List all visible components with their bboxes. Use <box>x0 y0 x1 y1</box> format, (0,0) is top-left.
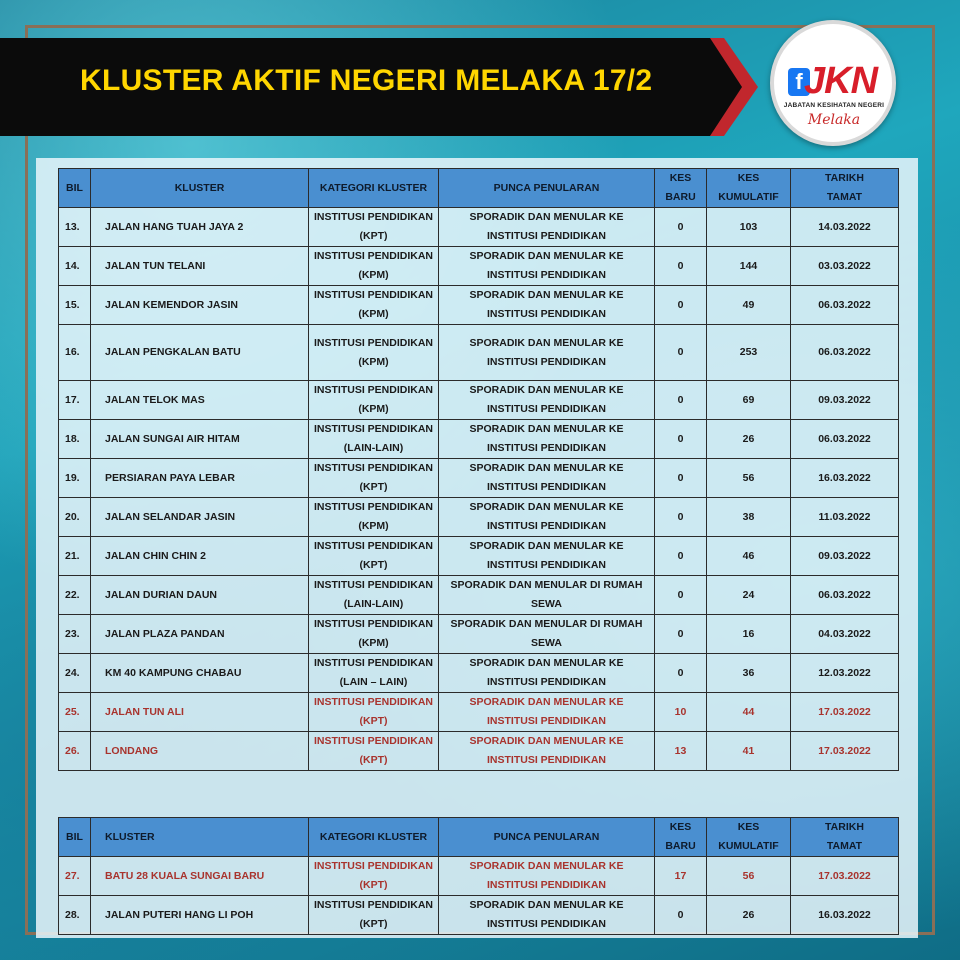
cell-kes-kumulatif: 69 <box>707 381 791 420</box>
cell-bil: 21. <box>59 537 91 576</box>
cell-kes-baru: 13 <box>655 732 707 771</box>
table-header-row <box>59 169 899 208</box>
header-punca: PUNCA PENULARAN <box>439 169 655 208</box>
banner-chevron-icon <box>696 38 766 136</box>
cell-bil: 15. <box>59 286 91 325</box>
cell-bil: 16. <box>59 325 91 381</box>
cell-tarikh-tamat: 06.03.2022 <box>791 576 899 615</box>
cell-kategori: INSTITUSI PENDIDIKAN (KPT) <box>309 693 439 732</box>
facebook-icon: f <box>788 68 810 96</box>
cell-bil: 18. <box>59 420 91 459</box>
cell-kes-kumulatif: 24 <box>707 576 791 615</box>
cell-punca: SPORADIK DAN MENULAR KE INSTITUSI PENDIDIKAN <box>439 286 655 325</box>
cell-kluster: JALAN HANG TUAH JAYA 2 <box>91 208 309 247</box>
table-row <box>59 654 899 693</box>
logo-subtitle: JABATAN KESIHATAN NEGERI <box>783 102 885 109</box>
cell-kes-baru: 0 <box>655 498 707 537</box>
cell-bil: 26. <box>59 732 91 771</box>
page-title: KLUSTER AKTIF NEGERI MELAKA 17/2 <box>80 64 653 97</box>
cell-bil: 14. <box>59 247 91 286</box>
cell-tarikh-tamat: 11.03.2022 <box>791 498 899 537</box>
cell-tarikh-tamat: 17.03.2022 <box>791 857 899 896</box>
table-row <box>59 498 899 537</box>
cell-punca: SPORADIK DAN MENULAR DI RUMAH SEWA <box>439 576 655 615</box>
table-row <box>59 286 899 325</box>
cell-kes-baru: 0 <box>655 208 707 247</box>
cell-kes-baru: 0 <box>655 537 707 576</box>
cell-kes-kumulatif: 16 <box>707 615 791 654</box>
cell-kluster: JALAN TUN TELANI <box>91 247 309 286</box>
header-kluster: KLUSTER <box>91 169 309 208</box>
cell-kes-kumulatif: 41 <box>707 732 791 771</box>
header-tarikh-tamat: TARIKH TAMAT <box>791 818 899 857</box>
cell-punca: SPORADIK DAN MENULAR KE INSTITUSI PENDIDIKAN <box>439 208 655 247</box>
cell-kes-kumulatif: 36 <box>707 654 791 693</box>
cell-kategori: INSTITUSI PENDIDIKAN (KPT) <box>309 857 439 896</box>
table-row <box>59 732 899 771</box>
cell-kluster: JALAN SUNGAI AIR HITAM <box>91 420 309 459</box>
cell-kategori: INSTITUSI PENDIDIKAN (KPM) <box>309 247 439 286</box>
cell-kes-kumulatif: 26 <box>707 896 791 935</box>
cell-punca: SPORADIK DAN MENULAR KE INSTITUSI PENDIDIKAN <box>439 420 655 459</box>
cell-bil: 24. <box>59 654 91 693</box>
header-kes-baru: KES BARU <box>655 169 707 208</box>
cell-bil: 13. <box>59 208 91 247</box>
cell-bil: 25. <box>59 693 91 732</box>
cell-kategori: INSTITUSI PENDIDIKAN (LAIN-LAIN) <box>309 576 439 615</box>
cell-bil: 28. <box>59 896 91 935</box>
cell-tarikh-tamat: 09.03.2022 <box>791 381 899 420</box>
cell-kes-baru: 10 <box>655 693 707 732</box>
cell-kluster: JALAN TUN ALI <box>91 693 309 732</box>
cell-punca: SPORADIK DAN MENULAR KE INSTITUSI PENDIDIKAN <box>439 381 655 420</box>
header-punca: PUNCA PENULARAN <box>439 818 655 857</box>
cell-kes-kumulatif: 46 <box>707 537 791 576</box>
table-row <box>59 857 899 896</box>
cell-kategori: INSTITUSI PENDIDIKAN (KPT) <box>309 732 439 771</box>
cell-bil: 22. <box>59 576 91 615</box>
cell-kluster: JALAN PENGKALAN BATU <box>91 325 309 381</box>
header-tarikh-tamat: TARIKH TAMAT <box>791 169 899 208</box>
header-kluster: KLUSTER <box>91 818 309 857</box>
cell-kategori: INSTITUSI PENDIDIKAN (LAIN-LAIN) <box>309 420 439 459</box>
cell-punca: SPORADIK DAN MENULAR DI RUMAH SEWA <box>439 615 655 654</box>
cell-tarikh-tamat: 06.03.2022 <box>791 420 899 459</box>
cell-kategori: INSTITUSI PENDIDIKAN (KPT) <box>309 459 439 498</box>
cell-kes-baru: 0 <box>655 615 707 654</box>
cell-tarikh-tamat: 17.03.2022 <box>791 732 899 771</box>
cell-kes-kumulatif: 38 <box>707 498 791 537</box>
table-row <box>59 537 899 576</box>
header-kes-baru: KES BARU <box>655 818 707 857</box>
cell-kes-kumulatif: 56 <box>707 459 791 498</box>
cell-punca: SPORADIK DAN MENULAR KE INSTITUSI PENDIDIKAN <box>439 247 655 286</box>
cell-punca: SPORADIK DAN MENULAR KE INSTITUSI PENDIDIKAN <box>439 857 655 896</box>
cell-punca: SPORADIK DAN MENULAR KE INSTITUSI PENDIDIKAN <box>439 654 655 693</box>
cell-kategori: INSTITUSI PENDIDIKAN (KPM) <box>309 286 439 325</box>
header-bil: BIL <box>59 818 91 857</box>
header-kategori: KATEGORI KLUSTER <box>309 169 439 208</box>
cell-kes-baru: 0 <box>655 247 707 286</box>
cell-kluster: JALAN PLAZA PANDAN <box>91 615 309 654</box>
cell-punca: SPORADIK DAN MENULAR KE INSTITUSI PENDIDIKAN <box>439 732 655 771</box>
header-bil: BIL <box>59 169 91 208</box>
cell-kluster: PERSIARAN PAYA LEBAR <box>91 459 309 498</box>
cell-bil: 19. <box>59 459 91 498</box>
cell-kes-kumulatif: 26 <box>707 420 791 459</box>
cell-tarikh-tamat: 16.03.2022 <box>791 459 899 498</box>
cell-kluster: JALAN SELANDAR JASIN <box>91 498 309 537</box>
cell-kategori: INSTITUSI PENDIDIKAN (KPT) <box>309 537 439 576</box>
cell-kategori: INSTITUSI PENDIDIKAN (KPM) <box>309 381 439 420</box>
table-row <box>59 693 899 732</box>
logo-script: Melaka <box>807 112 861 128</box>
table-row <box>59 896 899 935</box>
cell-kluster: BATU 28 KUALA SUNGAI BARU <box>91 857 309 896</box>
cell-bil: 20. <box>59 498 91 537</box>
cell-punca: SPORADIK DAN MENULAR KE INSTITUSI PENDIDIKAN <box>439 896 655 935</box>
cell-tarikh-tamat: 12.03.2022 <box>791 654 899 693</box>
cell-kluster: JALAN DURIAN DAUN <box>91 576 309 615</box>
cell-kluster: JALAN TELOK MAS <box>91 381 309 420</box>
table-row <box>59 325 899 381</box>
table-row <box>59 381 899 420</box>
cell-tarikh-tamat: 06.03.2022 <box>791 286 899 325</box>
cell-bil: 23. <box>59 615 91 654</box>
table-row <box>59 420 899 459</box>
table-row <box>59 208 899 247</box>
table-row <box>59 247 899 286</box>
jkn-logo <box>770 20 896 146</box>
cell-kategori: INSTITUSI PENDIDIKAN (KPM) <box>309 498 439 537</box>
cell-tarikh-tamat: 06.03.2022 <box>791 325 899 381</box>
cell-bil: 17. <box>59 381 91 420</box>
cell-punca: SPORADIK DAN MENULAR KE INSTITUSI PENDIDIKAN <box>439 498 655 537</box>
cell-punca: SPORADIK DAN MENULAR KE INSTITUSI PENDIDIKAN <box>439 325 655 381</box>
cell-kes-baru: 17 <box>655 857 707 896</box>
cell-punca: SPORADIK DAN MENULAR KE INSTITUSI PENDIDIKAN <box>439 459 655 498</box>
cell-tarikh-tamat: 09.03.2022 <box>791 537 899 576</box>
logo-letters: JKN <box>804 60 878 102</box>
cell-kategori: INSTITUSI PENDIDIKAN (KPM) <box>309 325 439 381</box>
cell-tarikh-tamat: 03.03.2022 <box>791 247 899 286</box>
cell-kluster: KM 40 KAMPUNG CHABAU <box>91 654 309 693</box>
cell-punca: SPORADIK DAN MENULAR KE INSTITUSI PENDIDIKAN <box>439 693 655 732</box>
table-row <box>59 576 899 615</box>
cell-kes-baru: 0 <box>655 381 707 420</box>
cell-kategori: INSTITUSI PENDIDIKAN (KPM) <box>309 615 439 654</box>
cell-kategori: INSTITUSI PENDIDIKAN (KPT) <box>309 896 439 935</box>
cell-kes-baru: 0 <box>655 896 707 935</box>
cell-kategori: INSTITUSI PENDIDIKAN (KPT) <box>309 208 439 247</box>
cell-kes-baru: 0 <box>655 576 707 615</box>
cell-kluster: JALAN PUTERI HANG LI POH <box>91 896 309 935</box>
cell-punca: SPORADIK DAN MENULAR KE INSTITUSI PENDIDIKAN <box>439 537 655 576</box>
cell-kes-kumulatif: 253 <box>707 325 791 381</box>
cell-kes-kumulatif: 144 <box>707 247 791 286</box>
cell-kes-kumulatif: 56 <box>707 857 791 896</box>
table-row <box>59 459 899 498</box>
cell-tarikh-tamat: 14.03.2022 <box>791 208 899 247</box>
cluster-table-2 <box>58 817 899 935</box>
cell-kes-baru: 0 <box>655 654 707 693</box>
cell-kluster: JALAN CHIN CHIN 2 <box>91 537 309 576</box>
cell-kes-baru: 0 <box>655 459 707 498</box>
cell-kes-kumulatif: 49 <box>707 286 791 325</box>
table-row <box>59 615 899 654</box>
header-kes-kumulatif: KES KUMULATIF <box>707 169 791 208</box>
cell-tarikh-tamat: 17.03.2022 <box>791 693 899 732</box>
cell-bil: 27. <box>59 857 91 896</box>
cluster-table-1 <box>58 168 899 771</box>
cell-kategori: INSTITUSI PENDIDIKAN (LAIN – LAIN) <box>309 654 439 693</box>
header-kes-kumulatif: KES KUMULATIF <box>707 818 791 857</box>
cell-kes-kumulatif: 103 <box>707 208 791 247</box>
cell-kes-baru: 0 <box>655 325 707 381</box>
table-header-row <box>59 818 899 857</box>
header-kategori: KATEGORI KLUSTER <box>309 818 439 857</box>
cell-kes-baru: 0 <box>655 420 707 459</box>
cell-kes-baru: 0 <box>655 286 707 325</box>
cell-tarikh-tamat: 16.03.2022 <box>791 896 899 935</box>
cell-kluster: LONDANG <box>91 732 309 771</box>
cell-kluster: JALAN KEMENDOR JASIN <box>91 286 309 325</box>
cell-kes-kumulatif: 44 <box>707 693 791 732</box>
cell-tarikh-tamat: 04.03.2022 <box>791 615 899 654</box>
